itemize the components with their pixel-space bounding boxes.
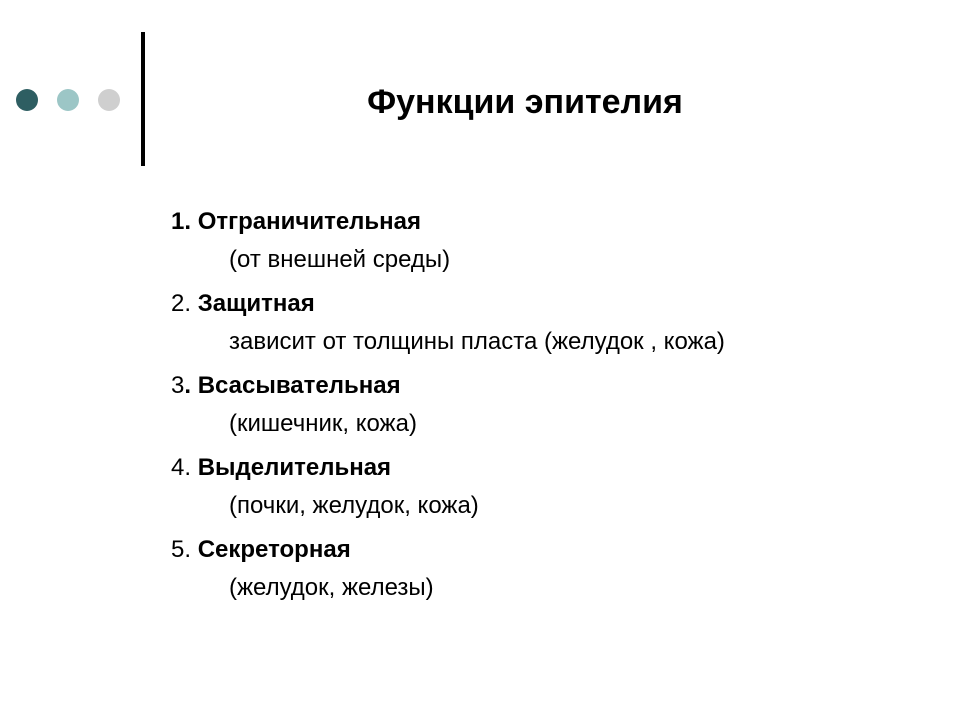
item-number: 4 — [171, 454, 185, 481]
item-description: (кишечник, кожа) — [229, 410, 417, 437]
list-item — [171, 367, 871, 443]
item-number: 3 — [171, 372, 185, 399]
item-name: Всасывательная — [197, 372, 401, 399]
item-separator: . — [184, 290, 198, 317]
item-heading — [171, 449, 871, 487]
item-name: Секреторная — [197, 536, 351, 563]
decorative-dot-teal — [57, 89, 79, 111]
item-name: Выделительная — [197, 454, 392, 481]
item-heading — [171, 285, 871, 323]
item-description: (от внешней среды) — [229, 246, 451, 273]
item-heading — [171, 367, 871, 405]
decorative-dot-gray — [98, 89, 120, 111]
item-description: (желудок, железы) — [229, 574, 434, 601]
item-description: (почки, желудок, кожа) — [229, 492, 479, 519]
item-separator: . — [184, 208, 198, 235]
item-number: 5 — [171, 536, 185, 563]
item-separator: . — [184, 454, 198, 481]
function-list — [171, 203, 871, 613]
item-heading — [171, 531, 871, 569]
decorative-dot-dark — [16, 89, 38, 111]
slide-title: Функции эпителия — [367, 83, 683, 121]
item-heading — [171, 203, 871, 241]
list-item — [171, 203, 871, 279]
item-separator: . — [184, 536, 198, 563]
list-item — [171, 531, 871, 607]
item-number: 1 — [171, 208, 185, 235]
item-separator: . — [184, 372, 198, 399]
item-description: зависит от толщины пласта (желудок , кожа) — [229, 328, 725, 355]
vertical-rule — [141, 32, 145, 166]
list-item — [171, 285, 871, 361]
list-item — [171, 449, 871, 525]
item-number: 2 — [171, 290, 185, 317]
item-name: Отграничительная — [197, 208, 422, 235]
item-name: Защитная — [197, 290, 315, 317]
